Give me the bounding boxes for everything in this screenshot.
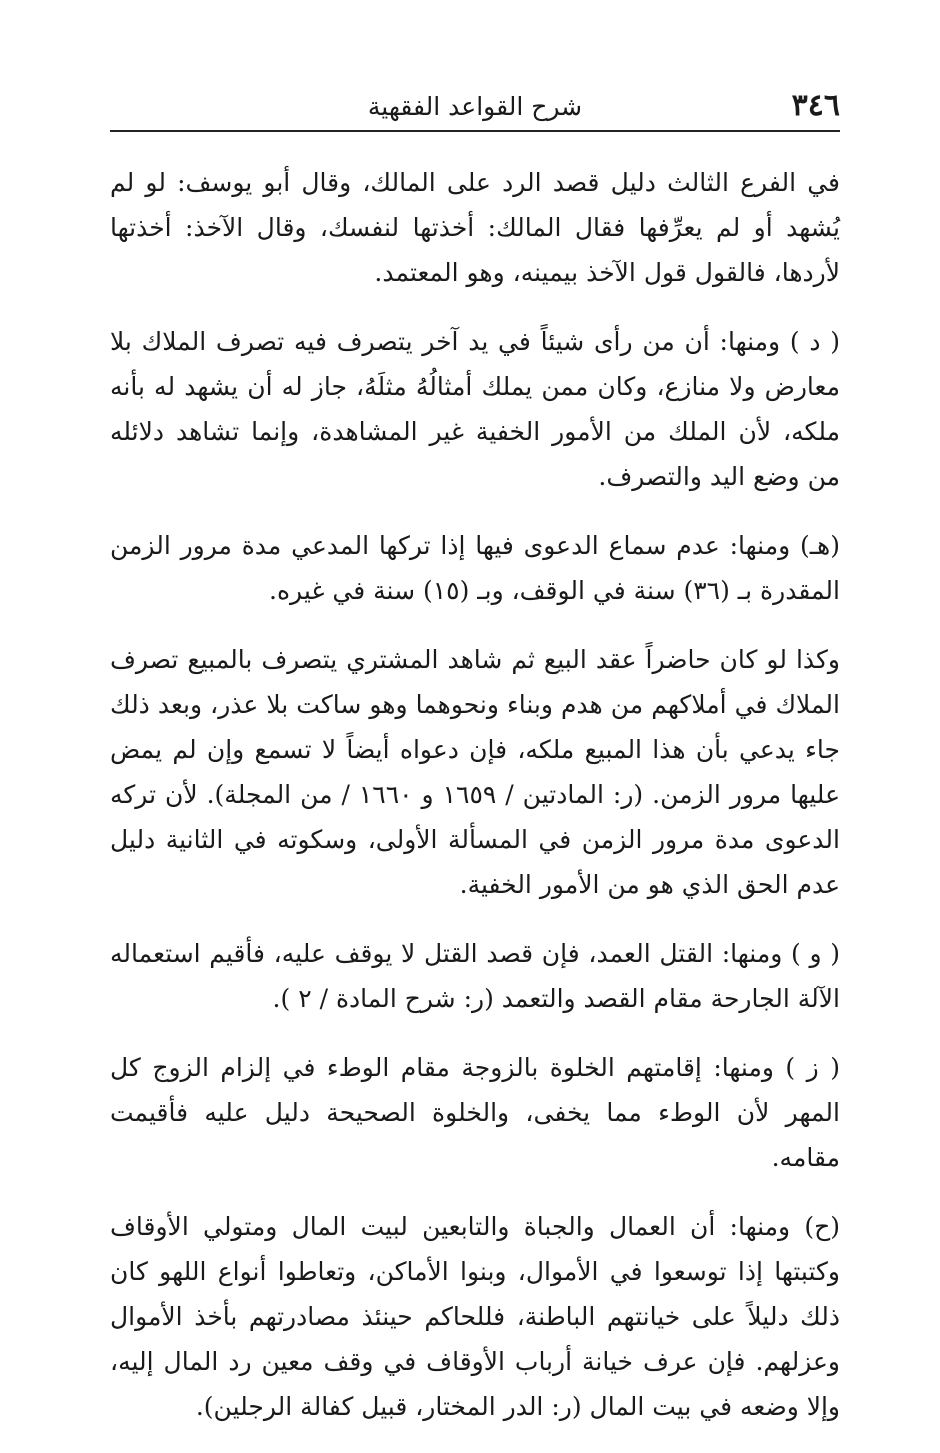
page-number: ٣٤٦ bbox=[791, 88, 840, 123]
body-text bbox=[110, 160, 840, 1429]
paragraph-4: وكذا لو كان حاضراً عقد البيع ثم شاهد المشتري يتصرف بالمبيع تصرف الملاك في أملاكهم من هدم وبناء ونحوهما وهو ساكت بلا عذر، وبعد ذلك جاء يدعي بأن هذا المبيع ملكه، فإن دعواه أيضاً لا تسمع وإن لم يمض عليها مرور الزمن. (ر: المادتين / ١٦٥٩ و ١٦٦٠ / من المجلة). لأن تركه الدعوى مدة مرور الزمن في المسألة الأولى، وسكوته في الثانية دليل عدم الحق الذي هو من الأمور الخفية. bbox=[110, 645, 840, 899]
paragraph-5: ( و ) ومنها: القتل العمد، فإن قصد القتل لا يوقف عليه، فأقيم استعماله الآلة الجارحة مقام القصد والتعمد (ر: شرح المادة / ٢ ). bbox=[110, 939, 840, 1013]
paragraph-3: (هـ) ومنها: عدم سماع الدعوى فيها إذا تركها المدعي مدة مرور الزمن المقدرة بـ (٣٦) سنة في الوقف، وبـ (١٥) سنة في غيره. bbox=[110, 531, 840, 605]
paragraph-2: ( د ) ومنها: أن من رأى شيئاً في يد آخر يتصرف فيه تصرف الملاك بلا معارض ولا منازع، وكان ممن يملك أمثالُهُ مثلَهُ، جاز له أن يشهد له بأنه ملكه، لأن الملك من الأمور الخفية غير المشاهدة، وإنما تشاهد دلائله من وضع اليد والتصرف. bbox=[110, 327, 840, 491]
paragraph-6: ( ز ) ومنها: إقامتهم الخلوة بالزوجة مقام الوطء في إلزام الزوج كل المهر لأن الوطء مما يخفى، والخلوة الصحيحة دليل عليه فأقيمت مقامه. bbox=[110, 1053, 840, 1172]
running-header bbox=[110, 70, 840, 132]
book-title: شرح القواعد الفقهية bbox=[367, 92, 583, 121]
paragraph-7: (ح) ومنها: أن العمال والجباة والتابعين لبيت المال ومتولي الأوقاف وكتبتها إذا توسعوا في الأموال، وبنوا الأماكن، وتعاطوا أنواع اللهو كان ذلك دليلاً على خيانتهم الباطنة، فللحاكم حينئذ مصادرتهم بأخذ الأموال وعزلهم. فإن عرف خيانة أرباب الأوقاف في وقف معين رد المال إليه، وإلا وضعه في بيت المال (ر: الدر المختار، قبيل كفالة الرجلين). bbox=[110, 1212, 840, 1421]
paragraph-1: في الفرع الثالث دليل قصد الرد على المالك، وقال أبو يوسف: لو لم يُشهد أو لم يعرِّفها فقال المالك: أخذتها لنفسك، وقال الآخذ: أخذتها لأردها، فالقول قول الآخذ بيمينه، وهو المعتمد. bbox=[110, 168, 840, 287]
book-page bbox=[110, 70, 840, 1453]
